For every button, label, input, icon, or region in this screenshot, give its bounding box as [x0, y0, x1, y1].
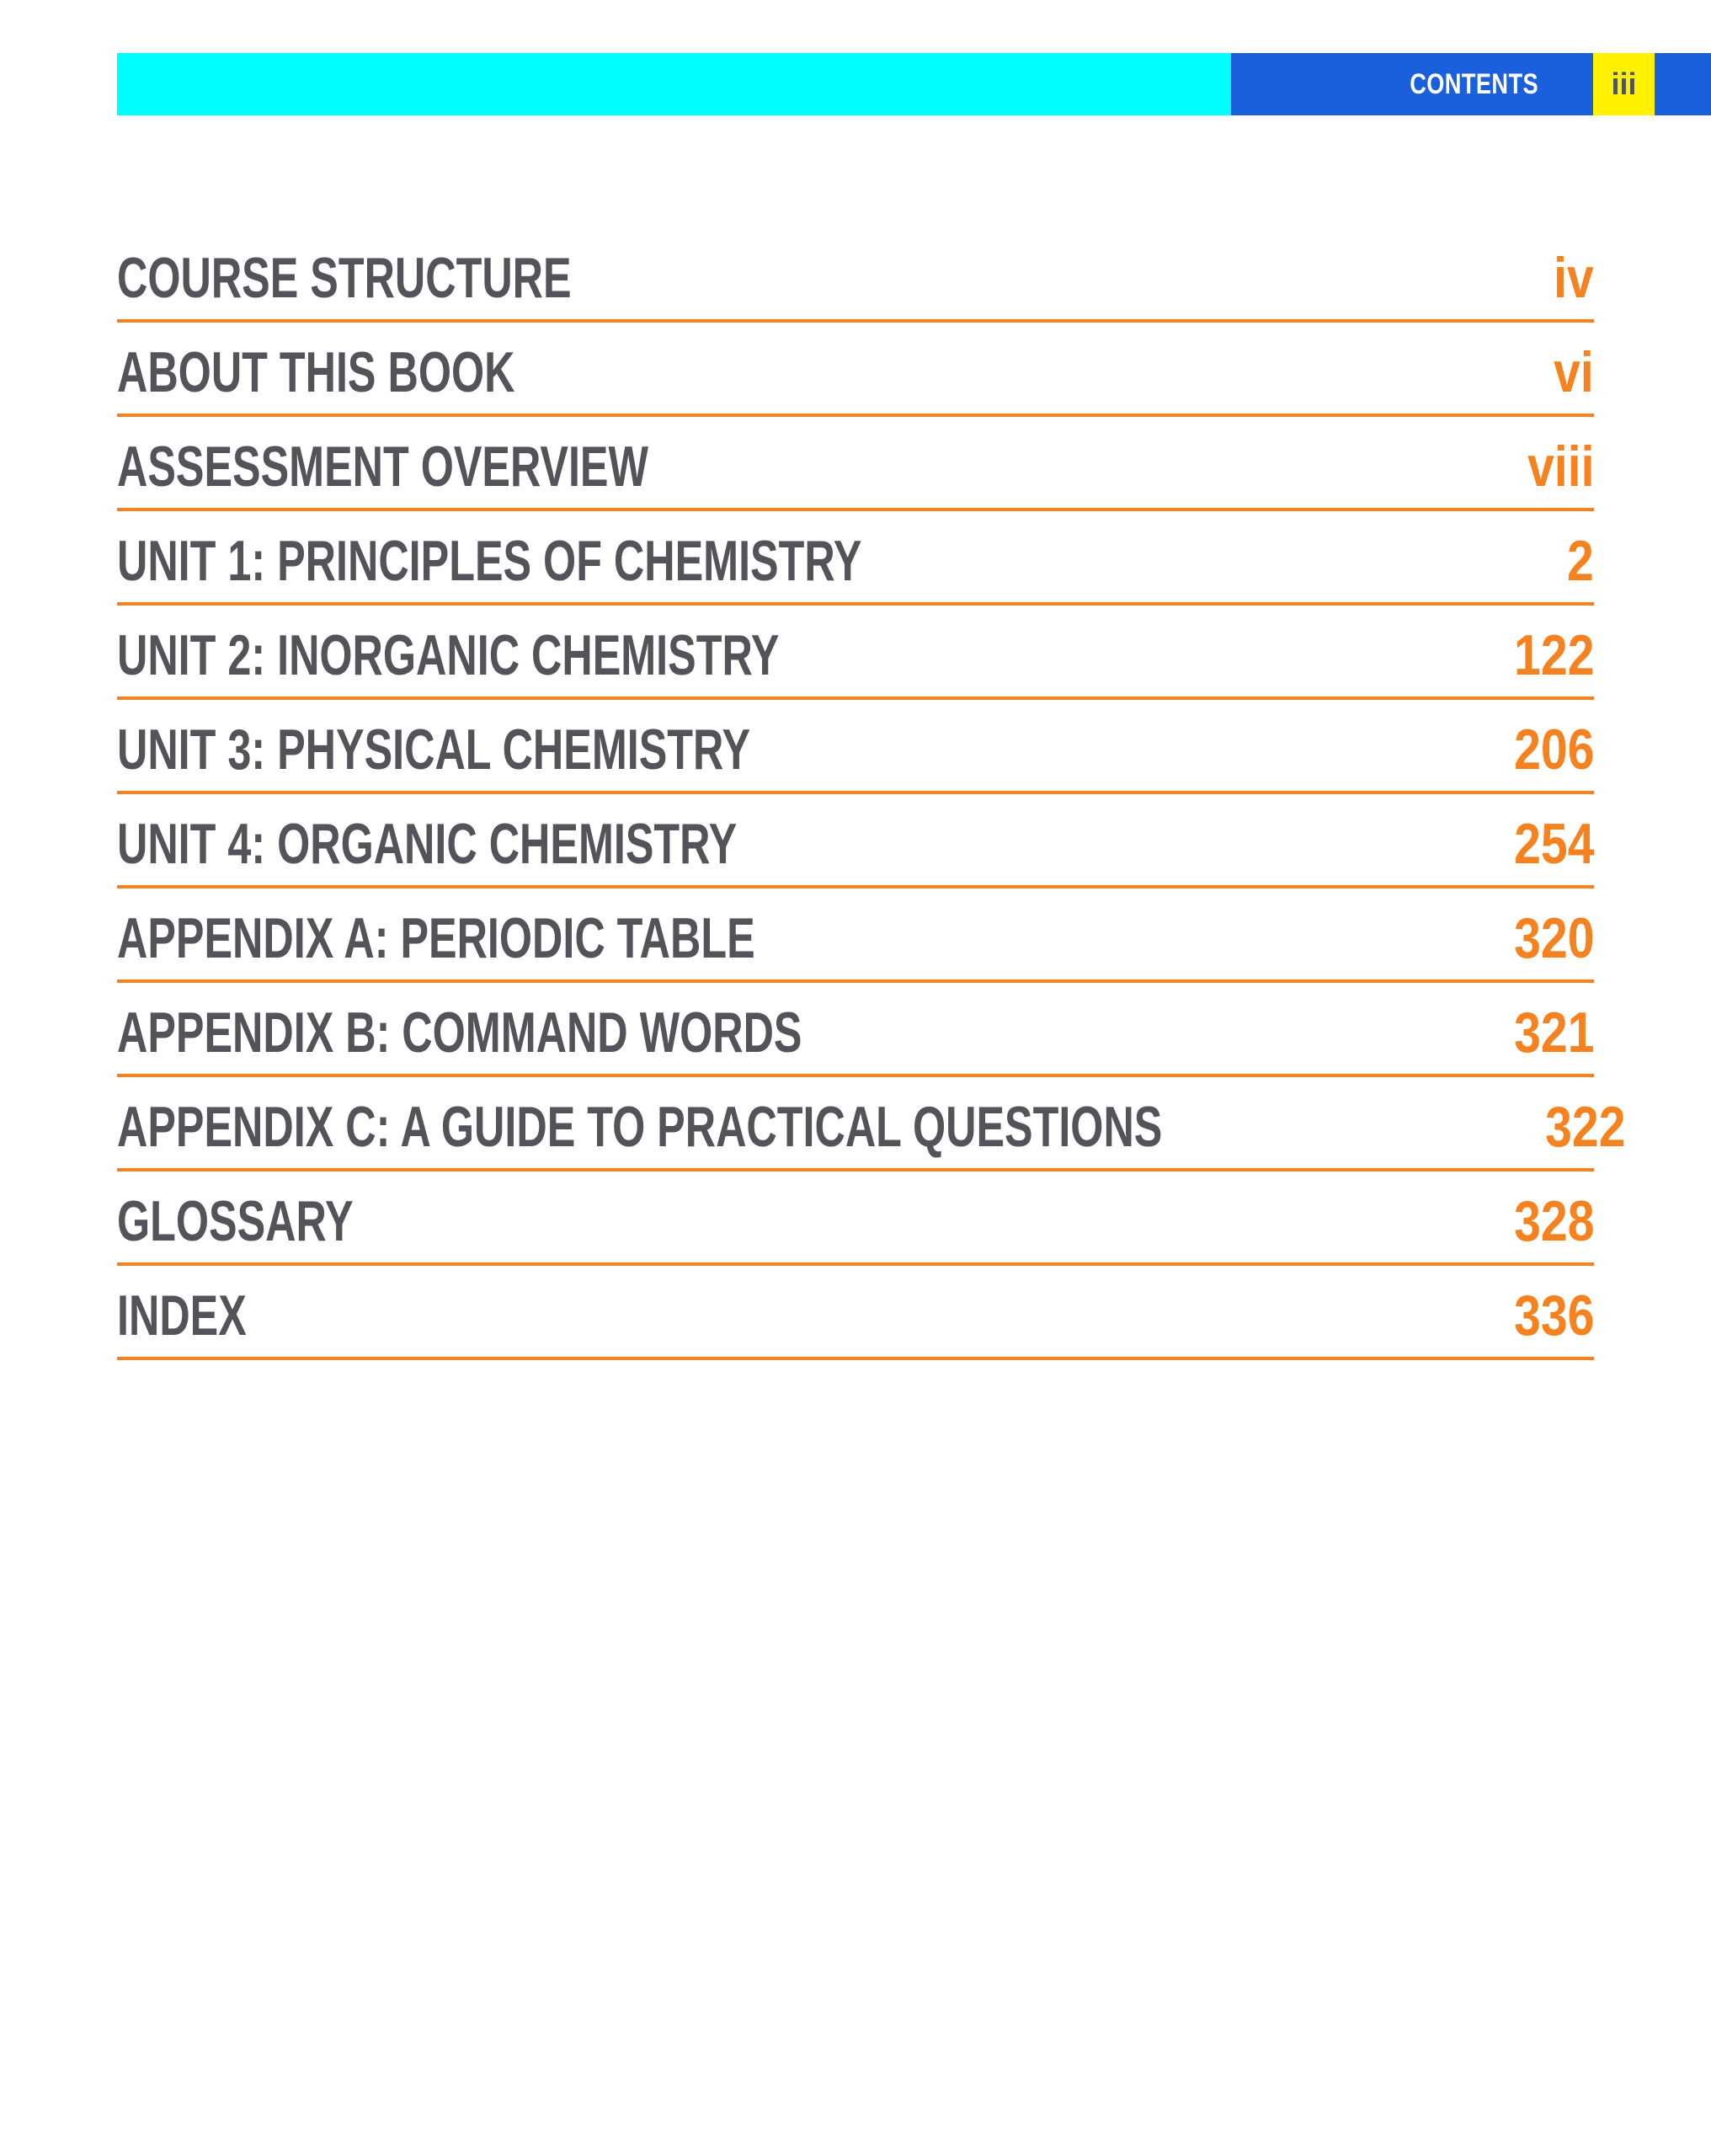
- toc-entry-page: 206: [1513, 718, 1594, 782]
- toc-entry-page: 320: [1513, 906, 1594, 970]
- contents-tab: [1231, 53, 1593, 115]
- toc-entry-title: GLOSSARY: [117, 1189, 354, 1253]
- header-bar: [117, 53, 1711, 115]
- toc-entry-title: INDEX: [117, 1283, 247, 1348]
- toc-row: [117, 1171, 1594, 1266]
- toc-entry-title: APPENDIX C: A GUIDE TO PRACTICAL QUESTIONS: [117, 1095, 1163, 1159]
- blue-band-end: [1655, 53, 1711, 115]
- toc-entry-title: APPENDIX B: COMMAND WORDS: [117, 1001, 802, 1065]
- toc-row: [117, 983, 1594, 1077]
- toc-entry-page: viii: [1527, 435, 1594, 499]
- toc-row: [117, 606, 1594, 700]
- toc-entry-title: UNIT 4: ORGANIC CHEMISTRY: [117, 812, 738, 876]
- page-number: iii: [1611, 67, 1637, 101]
- toc-entry-page: 254: [1513, 812, 1594, 876]
- toc-entry-title: UNIT 3: PHYSICAL CHEMISTRY: [117, 718, 751, 782]
- toc-entry-page: vi: [1554, 340, 1594, 404]
- toc-entry-page: 328: [1513, 1189, 1594, 1253]
- toc-entry-page: 336: [1513, 1283, 1594, 1348]
- toc-row: [117, 794, 1594, 889]
- table-of-contents: [117, 228, 1625, 1360]
- toc-entry-page: 122: [1513, 623, 1594, 687]
- toc-entry-page: 321: [1513, 1001, 1594, 1065]
- toc-entry-title: ASSESSMENT OVERVIEW: [117, 435, 649, 499]
- toc-entry-title: UNIT 1: PRINCIPLES OF CHEMISTRY: [117, 529, 862, 593]
- cyan-band: [117, 53, 1231, 115]
- toc-row: [117, 228, 1594, 323]
- toc-entry-title: UNIT 2: INORGANIC CHEMISTRY: [117, 623, 780, 687]
- toc-row: [117, 889, 1594, 983]
- toc-entry-title: ABOUT THIS BOOK: [117, 340, 515, 404]
- toc-row: [117, 417, 1594, 511]
- toc-row: [117, 1077, 1625, 1171]
- page-number-tab: [1593, 53, 1655, 115]
- toc-entry-title: COURSE STRUCTURE: [117, 246, 572, 310]
- toc-row: [117, 700, 1594, 794]
- toc-entry-page: iv: [1554, 246, 1594, 310]
- toc-entry-title: APPENDIX A: PERIODIC TABLE: [117, 906, 755, 970]
- toc-row: [117, 1266, 1594, 1360]
- toc-row: [117, 511, 1594, 606]
- toc-entry-page: 322: [1544, 1095, 1625, 1159]
- contents-label: CONTENTS: [1410, 68, 1538, 100]
- toc-entry-page: 2: [1567, 529, 1594, 593]
- toc-row: [117, 323, 1594, 417]
